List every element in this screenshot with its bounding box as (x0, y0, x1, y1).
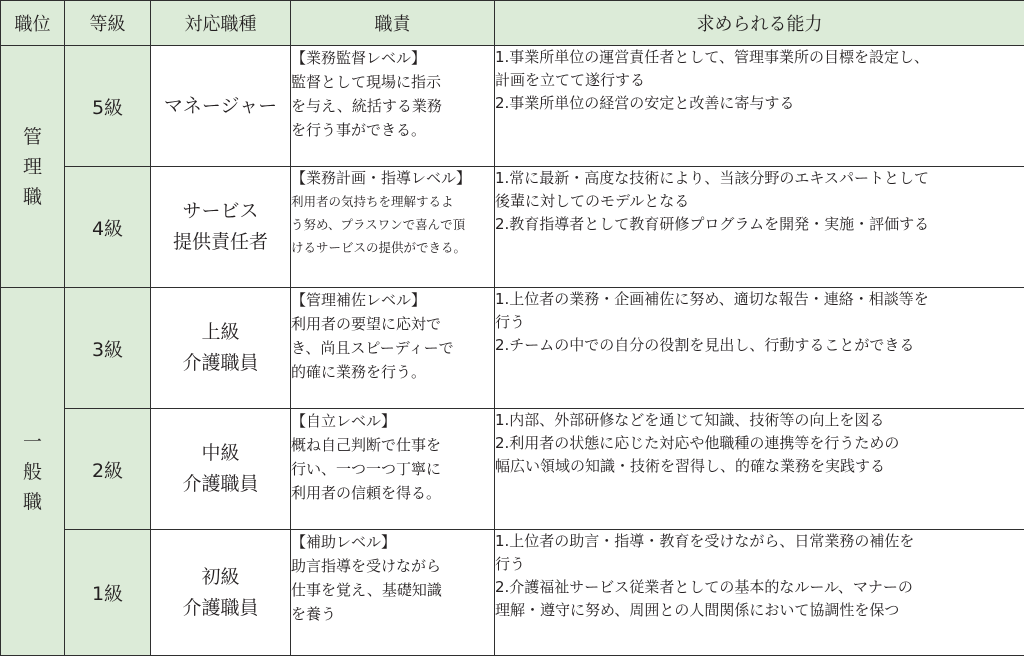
duty-cell: 【管理補佐レベル】 利用者の要望に応対で き、尚且スピーディーで 的確に業務を行う。 (291, 288, 495, 409)
header-position: 職位 (1, 1, 65, 46)
duty-cell: 【業務計画・指導レベル】 利用者の気持ちを理解するよ う努め、プラスワンで喜んで頂 けるサービスの提供ができる。 (291, 167, 495, 288)
grade-cell: 2級 (65, 409, 151, 530)
job-type-cell: 中級 介護職員 (151, 409, 291, 530)
header-duties: 職責 (291, 1, 495, 46)
ability-cell: 1.上位者の業務・企画補佐に努め、適切な報告・連絡・相談等を 行う 2.チームの中での自分の役割を見出し、行動することができる (495, 288, 1024, 409)
job-type-cell: サービス 提供責任者 (151, 167, 291, 288)
ability-cell: 1.上位者の助言・指導・教育を受けながら、日常業務の補佐を 行う 2.介護福祉サービス従業者としての基本的なルール、マナーの 理解・遵守に努め、周囲との人間関係において協調性を保つ (495, 530, 1024, 656)
ability-cell: 1.内部、外部研修などを通じて知識、技術等の向上を図る 2.利用者の状態に応じた対応や他職種の連携等を行うための 幅広い領域の知識・技術を習得し、的確な業務を実践する (495, 409, 1024, 530)
duty-cell: 【業務監督レベル】 監督として現場に指示 を与え、統括する業務 を行う事ができる。 (291, 46, 495, 167)
table-row (1, 46, 1024, 167)
position-general: 一 般 職 (1, 288, 65, 656)
table-row (1, 530, 1024, 656)
job-type-cell: 上級 介護職員 (151, 288, 291, 409)
header-abilities: 求められる能力 (495, 1, 1024, 46)
grade-cell: 3級 (65, 288, 151, 409)
grade-cell: 4級 (65, 167, 151, 288)
duty-cell: 【補助レベル】 助言指導を受けながら 仕事を覚え、基礎知識 を養う (291, 530, 495, 656)
table-row (1, 167, 1024, 288)
job-type-cell: マネージャー (151, 46, 291, 167)
grade-cell: 5級 (65, 46, 151, 167)
ability-cell: 1.事業所単位の運営責任者として、管理事業所の目標を設定し、 計画を立てて遂行する 2.事業所単位の経営の安定と改善に寄与する (495, 46, 1024, 167)
header-job-type: 対応職種 (151, 1, 291, 46)
ability-cell: 1.常に最新・高度な技術により、当該分野のエキスパートとして 後輩に対してのモデルとなる 2.教育指導者として教育研修プログラムを開発・実施・評価する (495, 167, 1024, 288)
header-row (1, 1, 1024, 46)
grade-cell: 1級 (65, 530, 151, 656)
header-grade: 等級 (65, 1, 151, 46)
position-management: 管 理 職 (1, 46, 65, 288)
table-row (1, 288, 1024, 409)
table-row (1, 409, 1024, 530)
job-type-cell: 初級 介護職員 (151, 530, 291, 656)
duty-cell: 【自立レベル】 概ね自己判断で仕事を 行い、一つ一つ丁寧に 利用者の信頼を得る。 (291, 409, 495, 530)
